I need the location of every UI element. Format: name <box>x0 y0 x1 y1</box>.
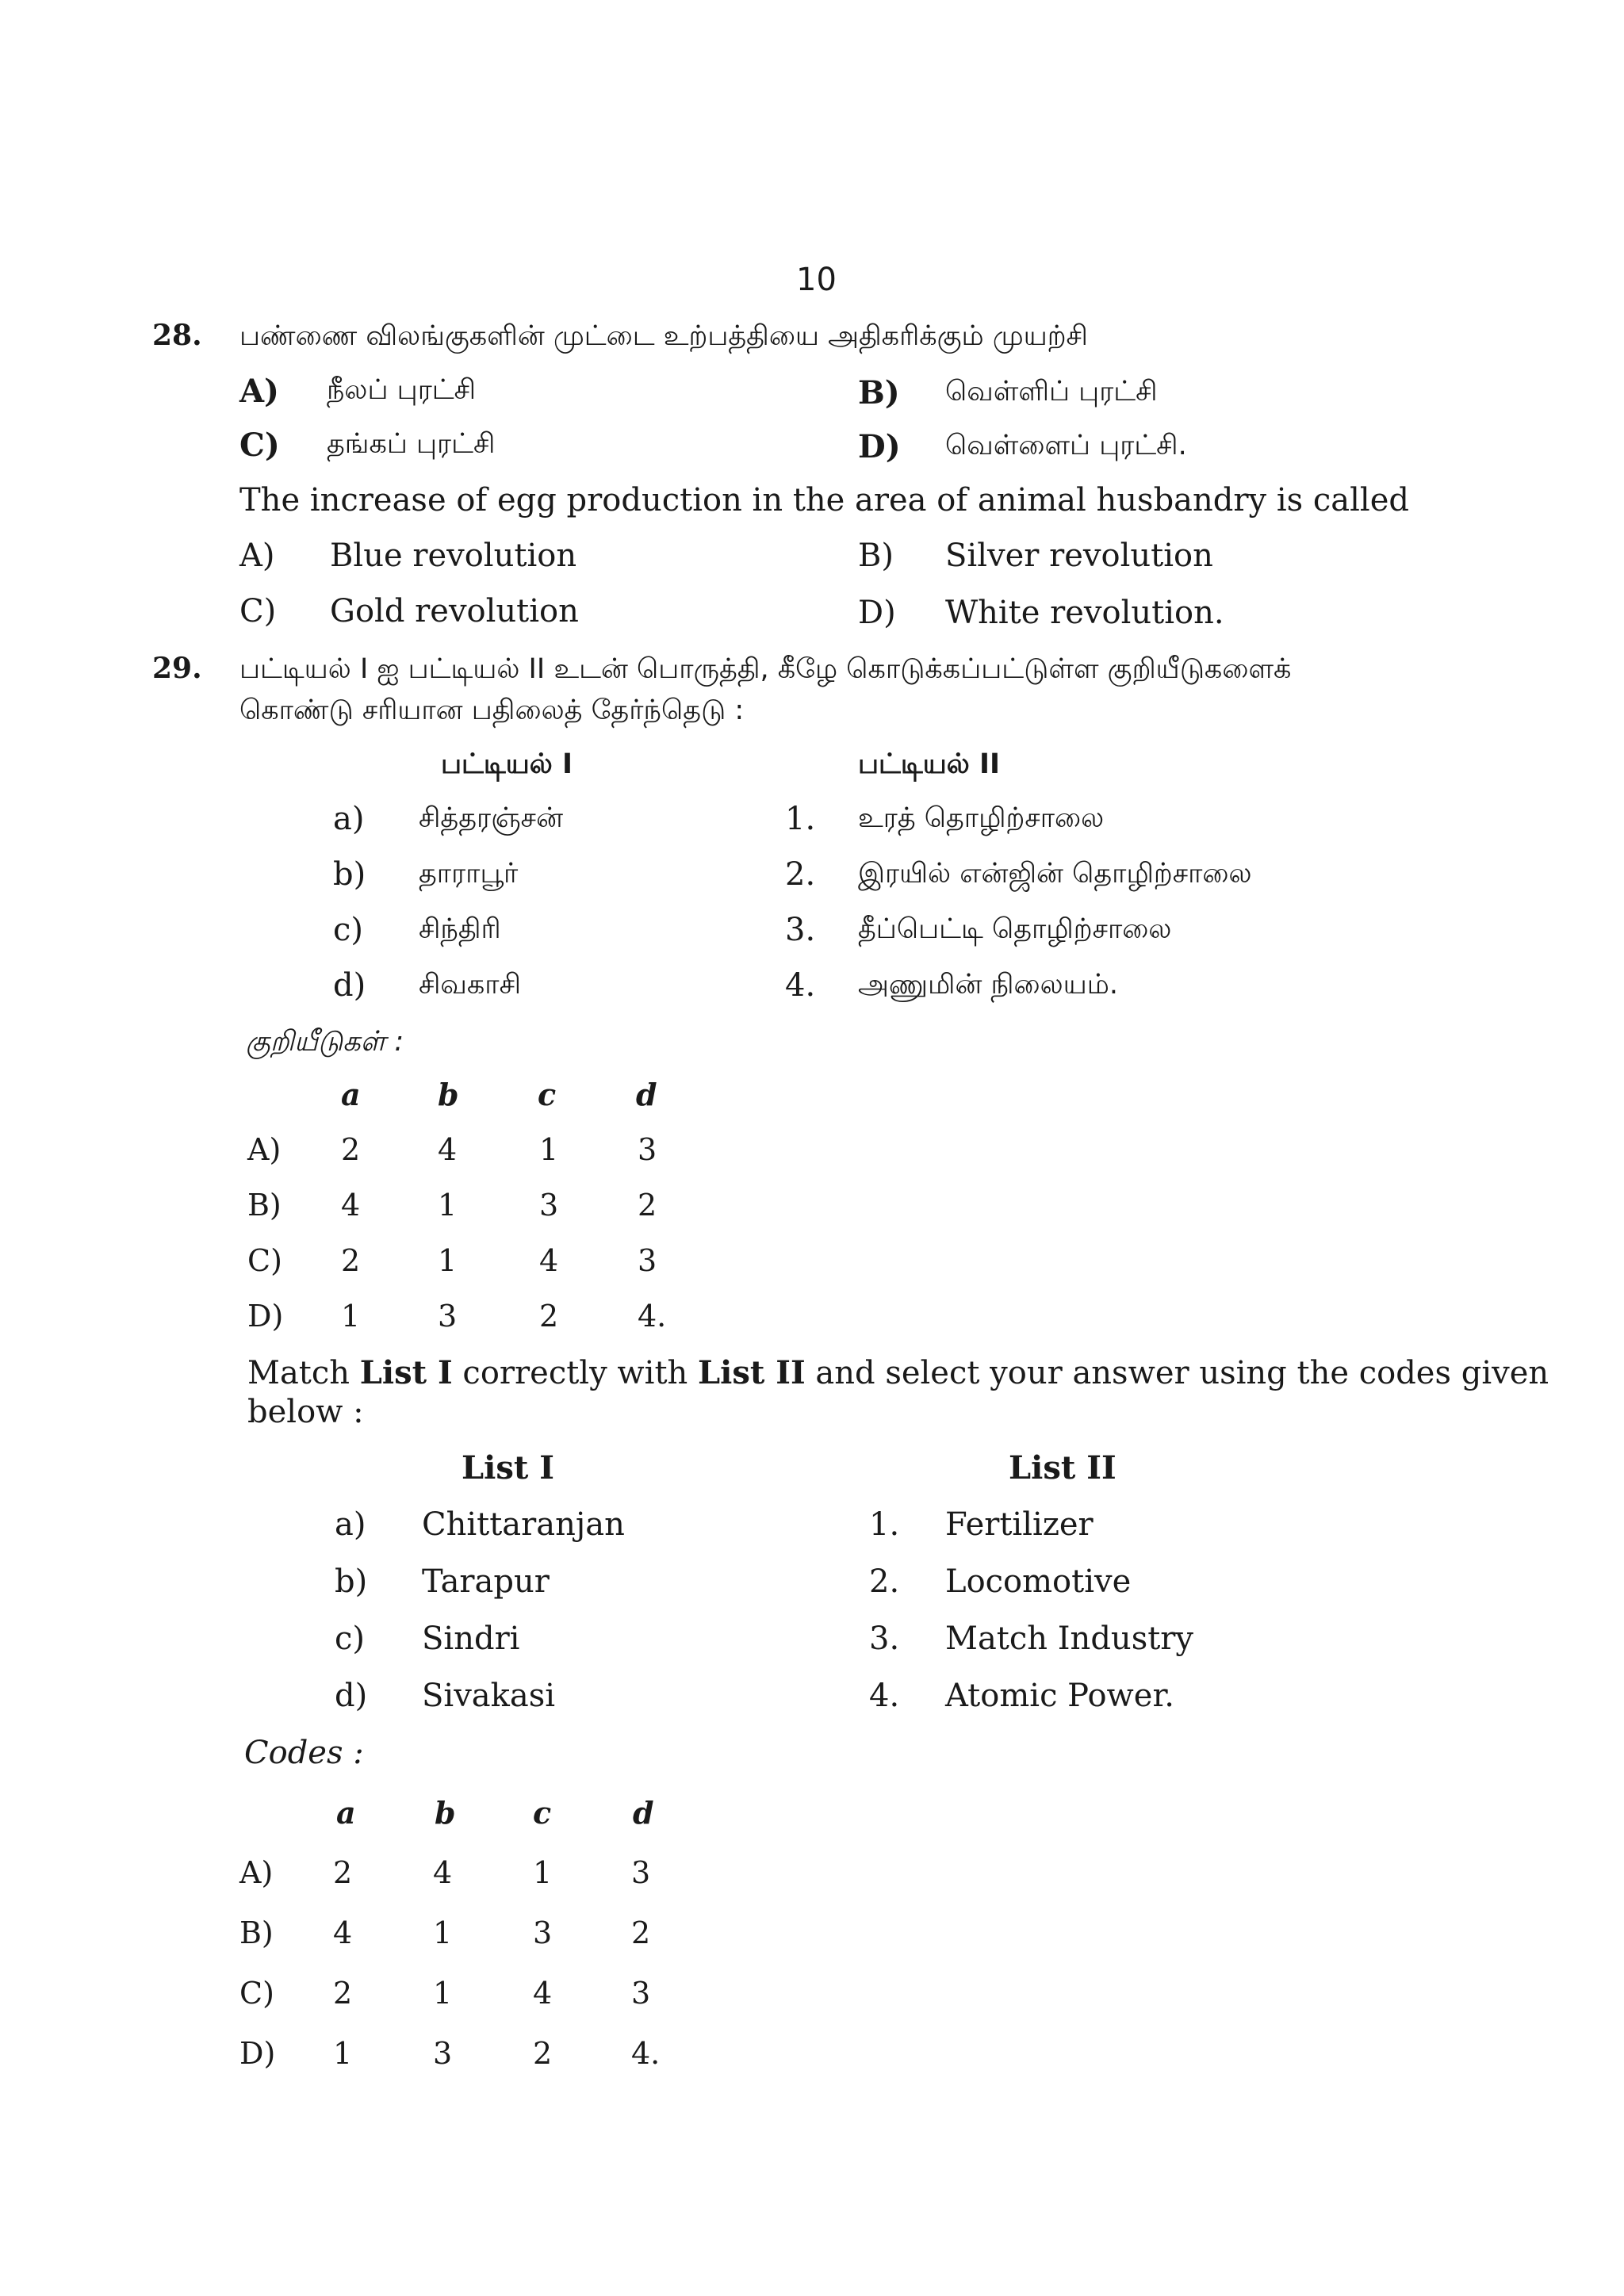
codes-ta-row-b-1: 4 <box>341 1188 361 1223</box>
question-29-number: 29. <box>152 652 202 685</box>
q28-ta-option-d-label: D) <box>858 428 901 465</box>
question-29-text-en-line1 <box>247 1354 1549 1391</box>
list1-en-d: Sivakasi <box>422 1678 556 1714</box>
codes-en-row-b-1: 4 <box>333 1915 353 1950</box>
codes-ta-row-a-3: 1 <box>539 1132 559 1167</box>
codes-ta-row-a-1: 2 <box>341 1132 361 1167</box>
codes-ta-row-c-1: 2 <box>341 1243 361 1278</box>
q28-ta-option-d: வெள்ளைப் புரட்சி. <box>945 430 1187 461</box>
codes-en-row-c-4: 3 <box>631 1976 651 2011</box>
list1-heading-ta: பட்டியல் I <box>441 748 573 780</box>
q28-ta-option-b: வெள்ளிப் புரட்சி <box>945 376 1158 408</box>
q28-en-option-a-label: A) <box>239 538 275 574</box>
q29-en-list2-ref: List II <box>698 1354 806 1391</box>
list1-en-a-label: a) <box>335 1506 366 1543</box>
list2-en-1: Fertilizer <box>945 1506 1094 1543</box>
codes-en-row-b-4: 2 <box>631 1915 651 1950</box>
codes-en-header-b: b <box>435 1795 456 1831</box>
question-29-text-en-line2: below : <box>247 1394 364 1430</box>
codes-ta-row-d-1: 1 <box>341 1299 361 1334</box>
list1-ta-d-label: d) <box>333 967 366 1004</box>
list2-ta-3-num: 3. <box>785 912 816 948</box>
list2-en-3: Match Industry <box>945 1621 1194 1657</box>
codes-en-row-c-label: C) <box>239 1976 274 2011</box>
codes-en-row-b-3: 3 <box>533 1915 553 1950</box>
list2-en-1-num: 1. <box>869 1506 900 1543</box>
list1-ta-a-label: a) <box>333 801 365 837</box>
codes-ta-row-c-2: 1 <box>438 1243 458 1278</box>
codes-ta-row-a-4: 3 <box>638 1132 657 1167</box>
codes-en-row-a-2: 4 <box>433 1855 453 1890</box>
q28-en-option-b-label: B) <box>858 538 894 574</box>
codes-en-header-c: c <box>533 1795 552 1831</box>
q28-en-option-d-label: D) <box>858 595 896 631</box>
q28-ta-option-c-label: C) <box>239 427 280 464</box>
list1-ta-d: சிவகாசி <box>419 969 521 1001</box>
codes-en-row-c-1: 2 <box>333 1976 353 2011</box>
list2-ta-4-num: 4. <box>785 967 816 1004</box>
codes-en-row-a-3: 1 <box>533 1855 553 1890</box>
list2-heading-en: List II <box>1009 1449 1116 1487</box>
question-28-text-en: The increase of egg production in the area of animal husbandry is called <box>239 482 1409 519</box>
codes-en-row-d-4: 4. <box>631 2036 661 2071</box>
list2-ta-4: அணுமின் நிலையம். <box>858 969 1118 1001</box>
list1-en-b: Tarapur <box>422 1563 550 1600</box>
codes-ta-row-b-2: 1 <box>438 1188 458 1223</box>
list1-en-c-label: c) <box>335 1621 366 1657</box>
list1-ta-b: தாராபூர் <box>419 858 519 890</box>
question-29-text-ta-line1: பட்டியல் I ஐ பட்டியல் II உடன் பொருத்தி, கீழே கொடுக்கப்பட்டுள்ள குறியீடுகளைக் <box>239 653 1292 685</box>
codes-en-row-b-2: 1 <box>433 1915 453 1950</box>
list1-ta-b-label: b) <box>333 856 366 893</box>
codes-ta-row-d-3: 2 <box>539 1299 559 1334</box>
q28-en-option-d: White revolution. <box>945 595 1224 631</box>
list2-heading-ta: பட்டியல் II <box>858 748 1001 780</box>
list1-en-b-label: b) <box>335 1563 368 1600</box>
codes-ta-header-d: d <box>636 1077 657 1112</box>
list2-en-3-num: 3. <box>869 1621 900 1657</box>
q28-en-option-b: Silver revolution <box>945 538 1213 574</box>
codes-en-row-a-label: A) <box>239 1855 274 1890</box>
codes-label-en: Codes : <box>244 1735 364 1771</box>
codes-ta-row-c-4: 3 <box>638 1243 657 1278</box>
list1-heading-en: List I <box>462 1449 554 1487</box>
codes-ta-row-a-label: A) <box>247 1132 282 1167</box>
codes-ta-row-b-3: 3 <box>539 1188 559 1223</box>
codes-en-header-a: a <box>336 1795 356 1831</box>
codes-ta-row-b-label: B) <box>247 1188 282 1223</box>
list2-ta-1-num: 1. <box>785 801 816 837</box>
codes-ta-header-c: c <box>538 1077 557 1112</box>
page-number: 10 <box>796 262 837 298</box>
list1-en-a: Chittaranjan <box>422 1506 625 1543</box>
q28-en-option-c-label: C) <box>239 593 277 629</box>
codes-en-header-d: d <box>633 1795 654 1831</box>
list2-ta-1: உரத் தொழிற்சாலை <box>858 802 1105 834</box>
list2-en-2: Locomotive <box>945 1563 1132 1600</box>
codes-ta-header-b: b <box>438 1077 459 1112</box>
list1-ta-a: சித்தரஞ்சன் <box>419 802 564 834</box>
codes-en-row-d-2: 3 <box>433 2036 453 2071</box>
list1-en-c: Sindri <box>422 1621 520 1657</box>
codes-ta-row-a-2: 4 <box>438 1132 458 1167</box>
codes-en-row-d-1: 1 <box>333 2036 353 2071</box>
q29-en-list1-ref: List I <box>359 1354 453 1391</box>
codes-en-row-a-1: 2 <box>333 1855 353 1890</box>
codes-ta-row-d-label: D) <box>247 1299 284 1334</box>
codes-en-row-b-label: B) <box>239 1915 274 1950</box>
q28-ta-option-b-label: B) <box>858 374 900 411</box>
list2-ta-3: தீப்பெட்டி தொழிற்சாலை <box>858 913 1172 945</box>
q28-ta-option-a: நீலப் புரட்சி <box>327 374 477 406</box>
list2-ta-2-num: 2. <box>785 856 816 893</box>
list2-ta-2: இரயில் என்ஜின் தொழிற்சாலை <box>858 858 1252 890</box>
q28-ta-option-c: தங்கப் புரட்சி <box>327 428 496 460</box>
question-28-text-ta: பண்ணை விலங்குகளின் முட்டை உற்பத்தியை அதிகரிக்கும் முயற்சி <box>239 320 1088 352</box>
codes-en-row-a-4: 3 <box>631 1855 651 1890</box>
codes-ta-row-d-4: 4. <box>638 1299 667 1334</box>
q28-en-option-a: Blue revolution <box>330 538 577 574</box>
codes-ta-row-b-4: 2 <box>638 1188 657 1223</box>
codes-en-row-d-3: 2 <box>533 2036 553 2071</box>
question-29-text-ta-line2: கொண்டு சரியான பதிலைத் தேர்ந்தெடு : <box>239 695 745 726</box>
question-28-number: 28. <box>152 319 202 352</box>
q29-en-part3: and select your answer using the codes given <box>805 1355 1549 1391</box>
q28-en-option-c: Gold revolution <box>330 593 579 629</box>
codes-en-row-d-label: D) <box>239 2036 276 2071</box>
codes-label-ta: குறியீடுகள் : <box>246 1026 404 1058</box>
codes-ta-row-d-2: 3 <box>438 1299 458 1334</box>
list1-en-d-label: d) <box>335 1678 368 1714</box>
codes-ta-row-c-label: C) <box>247 1243 282 1278</box>
codes-ta-row-c-3: 4 <box>539 1243 559 1278</box>
list1-ta-c: சிந்திரி <box>419 913 501 945</box>
codes-en-row-c-3: 4 <box>533 1976 553 2011</box>
list2-en-4-num: 4. <box>869 1678 900 1714</box>
list2-en-2-num: 2. <box>869 1563 900 1600</box>
list1-ta-c-label: c) <box>333 912 364 948</box>
q29-en-part2: correctly with <box>452 1355 698 1391</box>
list2-en-4: Atomic Power. <box>945 1678 1174 1714</box>
codes-en-row-c-2: 1 <box>433 1976 453 2011</box>
q29-en-part1: Match <box>247 1355 360 1391</box>
codes-ta-header-a: a <box>341 1077 361 1112</box>
q28-ta-option-a-label: A) <box>239 373 279 410</box>
